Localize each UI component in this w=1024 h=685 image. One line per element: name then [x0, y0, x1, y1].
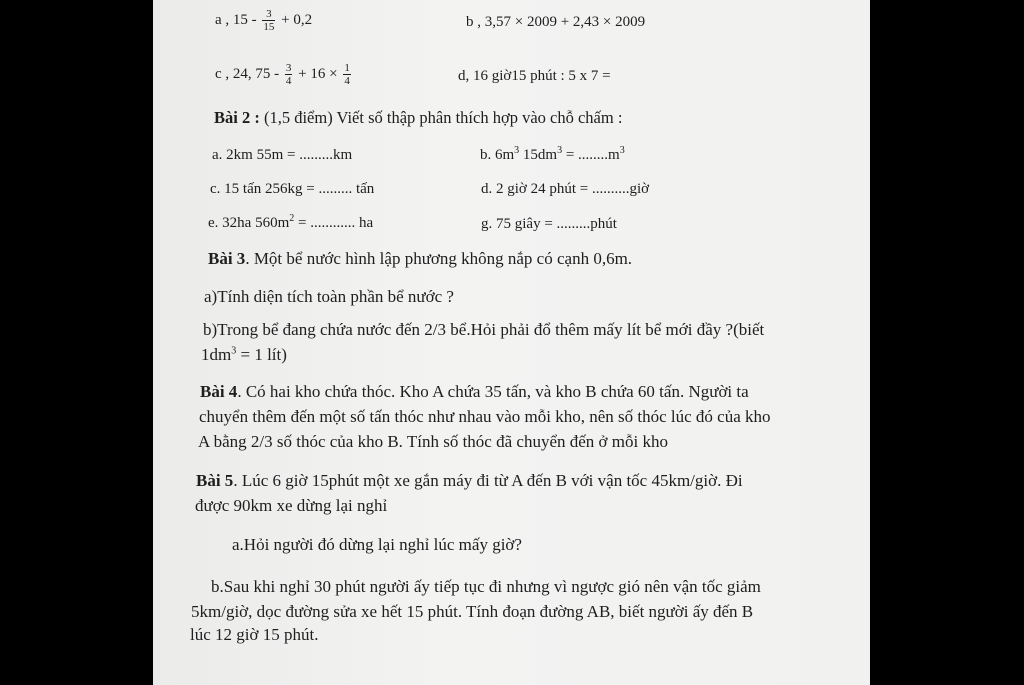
bai1-a-prefix: a , 15 - — [215, 11, 257, 28]
bai4-heading: Bài 4 — [200, 382, 238, 401]
bai2-item-a: a. 2km 55m = .........km — [212, 147, 353, 163]
bai3-heading: Bài 3 — [208, 249, 246, 268]
bai1-c-middle: + 16 × — [298, 65, 338, 82]
bai3-b2-suffix: = 1 lít) — [236, 345, 287, 364]
bai2-item-g: g. 75 giây = .........phút — [481, 216, 617, 232]
bai2-description: (1,5 điểm) Viết số thập phân thích hợp vào chỗ chấm : — [259, 108, 623, 127]
bai2-e-suffix: = ............ ha — [294, 215, 374, 231]
bai1-c-fraction-2 — [343, 62, 351, 87]
bai5-heading: Bài 5 — [196, 471, 234, 490]
bai4-line3: A bằng 2/3 số thóc của kho B. Tính số thóc đã chuyển đến ở mỗi kho — [198, 432, 668, 451]
bai2-item-e — [208, 213, 373, 233]
bai2-heading-line — [214, 108, 622, 128]
bai2-b-suffix: = ........m — [562, 147, 620, 163]
bai4-line2: chuyển thêm đến một số tấn thóc như nhau vào mỗi kho, nên số thóc lúc đó của kho — [199, 407, 771, 426]
bai3-question-a: a)Tính diện tích toàn phần bể nước ? — [204, 287, 454, 306]
bai1-expression-d: d, 16 giờ15 phút : 5 x 7 = — [458, 68, 611, 84]
bai5-question-a: a.Hỏi người đó dừng lại nghỉ lúc mấy giờ? — [232, 535, 522, 554]
bai1-c-denominator-1: 4 — [285, 75, 292, 87]
bai2-item-b — [480, 145, 625, 165]
bai1-expression-a — [215, 8, 312, 33]
bai1-a-fraction — [262, 8, 275, 33]
bai2-b-exponent-3: 3 — [619, 145, 625, 156]
bai5-question-b-line1: b.Sau khi nghỉ 30 phút người ấy tiếp tục đi nhưng vì ngược gió nên vận tốc giảm — [211, 577, 761, 596]
bai5-line2: được 90km xe dừng lại nghỉ — [195, 496, 388, 515]
bai3-question-b-line1: b)Trong bể đang chứa nước đến 2/3 bể.Hỏi phải đổ thêm mấy lít bể mới đầy ?(biết — [203, 320, 765, 339]
bai2-e-prefix: e. 32ha 560m — [208, 215, 290, 231]
bai4-line1 — [200, 382, 749, 402]
bai1-a-numerator: 3 — [262, 8, 275, 21]
bai3-heading-line — [208, 249, 632, 269]
bai1-c-prefix: c , 24, 75 - — [215, 65, 280, 82]
bai1-c-numerator-1: 3 — [285, 62, 292, 74]
bai1-c-fraction-1 — [285, 62, 293, 87]
bai5-line1-text: . Lúc 6 giờ 15phút một xe gắn máy đi từ A đến B với vận tốc 45km/giờ. Đi — [233, 471, 743, 490]
bai5-line1 — [196, 471, 743, 491]
bai5-question-b-line2: 5km/giờ, dọc đường sửa xe hết 15 phút. Tính đoạn đường AB, biết người ấy đến B — [191, 602, 754, 621]
bai1-expression-c — [215, 62, 353, 87]
bai1-expression-b: b , 3,57 × 2009 + 2,43 × 2009 — [466, 14, 646, 30]
bai2-e-exponent: 2 — [289, 213, 295, 224]
bai3-b2-prefix: 1dm — [201, 345, 232, 364]
bai1-c-denominator-2: 4 — [344, 75, 350, 87]
bai3-question-b-line2 — [201, 345, 287, 365]
bai2-b-exponent-1: 3 — [514, 145, 520, 156]
bai2-item-d: d. 2 giờ 24 phút = ..........giờ — [481, 181, 650, 197]
bai2-b-middle: 15dm — [519, 147, 558, 163]
bai2-heading: Bài 2 : — [214, 108, 260, 127]
bai2-b-prefix: b. 6m — [480, 147, 515, 163]
bai3-b2-exponent: 3 — [231, 345, 237, 357]
bai1-a-denominator: 15 — [263, 21, 275, 33]
bai1-a-suffix: + 0,2 — [281, 11, 313, 28]
bai2-item-c: c. 15 tấn 256kg = ......... tấn — [210, 181, 375, 197]
bai4-line1-text: . Có hai kho chứa thóc. Kho A chứa 35 tấn, và kho B chứa 60 tấn. Người ta — [237, 382, 749, 401]
bai3-text: . Một bể nước hình lập phương không nắp có cạnh 0,6m. — [245, 249, 633, 268]
bai2-b-exponent-2: 3 — [557, 145, 563, 156]
bai1-c-numerator-2: 1 — [344, 62, 350, 74]
bai5-question-b-line3: lúc 12 giờ 15 phút. — [190, 625, 319, 644]
